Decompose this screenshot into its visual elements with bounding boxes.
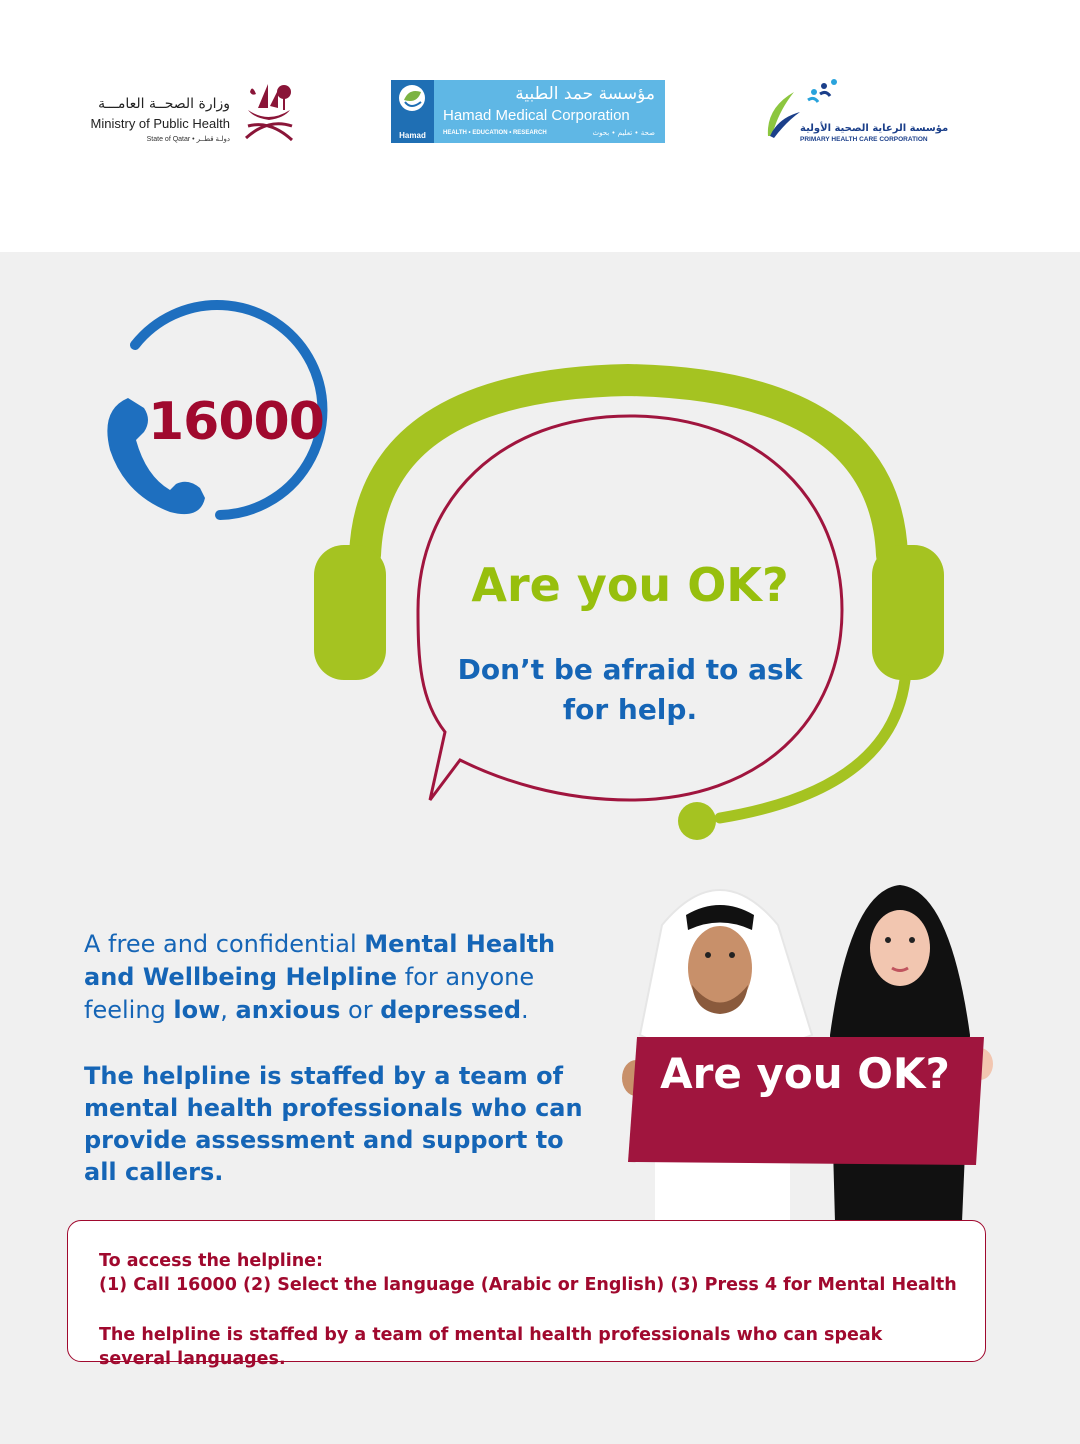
hmc-logo-badge (391, 80, 434, 143)
access-steps: (1) Call 16000 (2) Select the language (Arabic or English) (3) Press 4 for Mental Health (99, 1275, 957, 1295)
phcc-logo-english: PRIMARY HEALTH CARE CORPORATION (800, 136, 928, 143)
hmc-logo (391, 80, 665, 143)
moph-logo-state: State of Qatar • دولـة قطــر (146, 136, 230, 143)
woman-face-icon (870, 910, 930, 986)
intro-bold-depressed: depressed (380, 996, 521, 1024)
leaf-icon (391, 80, 434, 120)
qatar-emblem-icon (238, 78, 300, 146)
intro-text: or (340, 996, 381, 1024)
intro-text: A free and confidential (84, 930, 365, 958)
hmc-logo-arabic: مؤسسة حمد الطبية (515, 84, 655, 104)
moph-logo (84, 78, 300, 150)
access-title: To access the helpline: (99, 1251, 324, 1271)
bubble-title: Are you OK? (471, 558, 789, 612)
intro-bold-helpline: Mental Health and Wellbeing Helpline (84, 930, 556, 991)
intro-text: , (220, 996, 236, 1024)
intro-paragraph (84, 928, 604, 1027)
intro-text: for anyone feeling (84, 963, 535, 1024)
access-info-box (67, 1220, 986, 1369)
hmc-logo-tagline: HEALTH • EDUCATION • RESEARCH (443, 130, 547, 136)
moph-logo-arabic: وزارة الصحــة العامـــة (98, 96, 230, 112)
headset-left-earcup-icon (314, 545, 386, 680)
moph-logo-english: Ministry of Public Health (90, 116, 230, 131)
hmc-badge-text: Hamad (399, 131, 426, 140)
intro-bold-anxious: anxious (235, 996, 341, 1024)
phcc-logo (764, 78, 949, 146)
logo-header (0, 0, 1080, 252)
hmc-logo-english: Hamad Medical Corporation (443, 107, 630, 124)
intro-text: . (521, 996, 529, 1024)
helpline-number: 16000 (148, 392, 324, 452)
hmc-logo-tagline-arabic: صحة • تعليم • بحوث (592, 129, 655, 137)
languages-note: The helpline is staffed by a team of mental health professionals who can speak several languages. (99, 1325, 883, 1369)
staff-paragraph: The helpline is staffed by a team of mental health professionals who can provide assessment and support to all callers. (84, 1062, 583, 1186)
phcc-logo-arabic: مؤسسة الرعاية الصحية الأولية (800, 123, 949, 134)
bubble-subtitle: Don’t be afraid to ask for help. (457, 653, 803, 726)
sign-text: Are you OK? (660, 1049, 950, 1098)
intro-bold-low: low (173, 996, 221, 1024)
headset-mic-icon (678, 802, 716, 840)
headset-right-earcup-icon (872, 545, 944, 680)
